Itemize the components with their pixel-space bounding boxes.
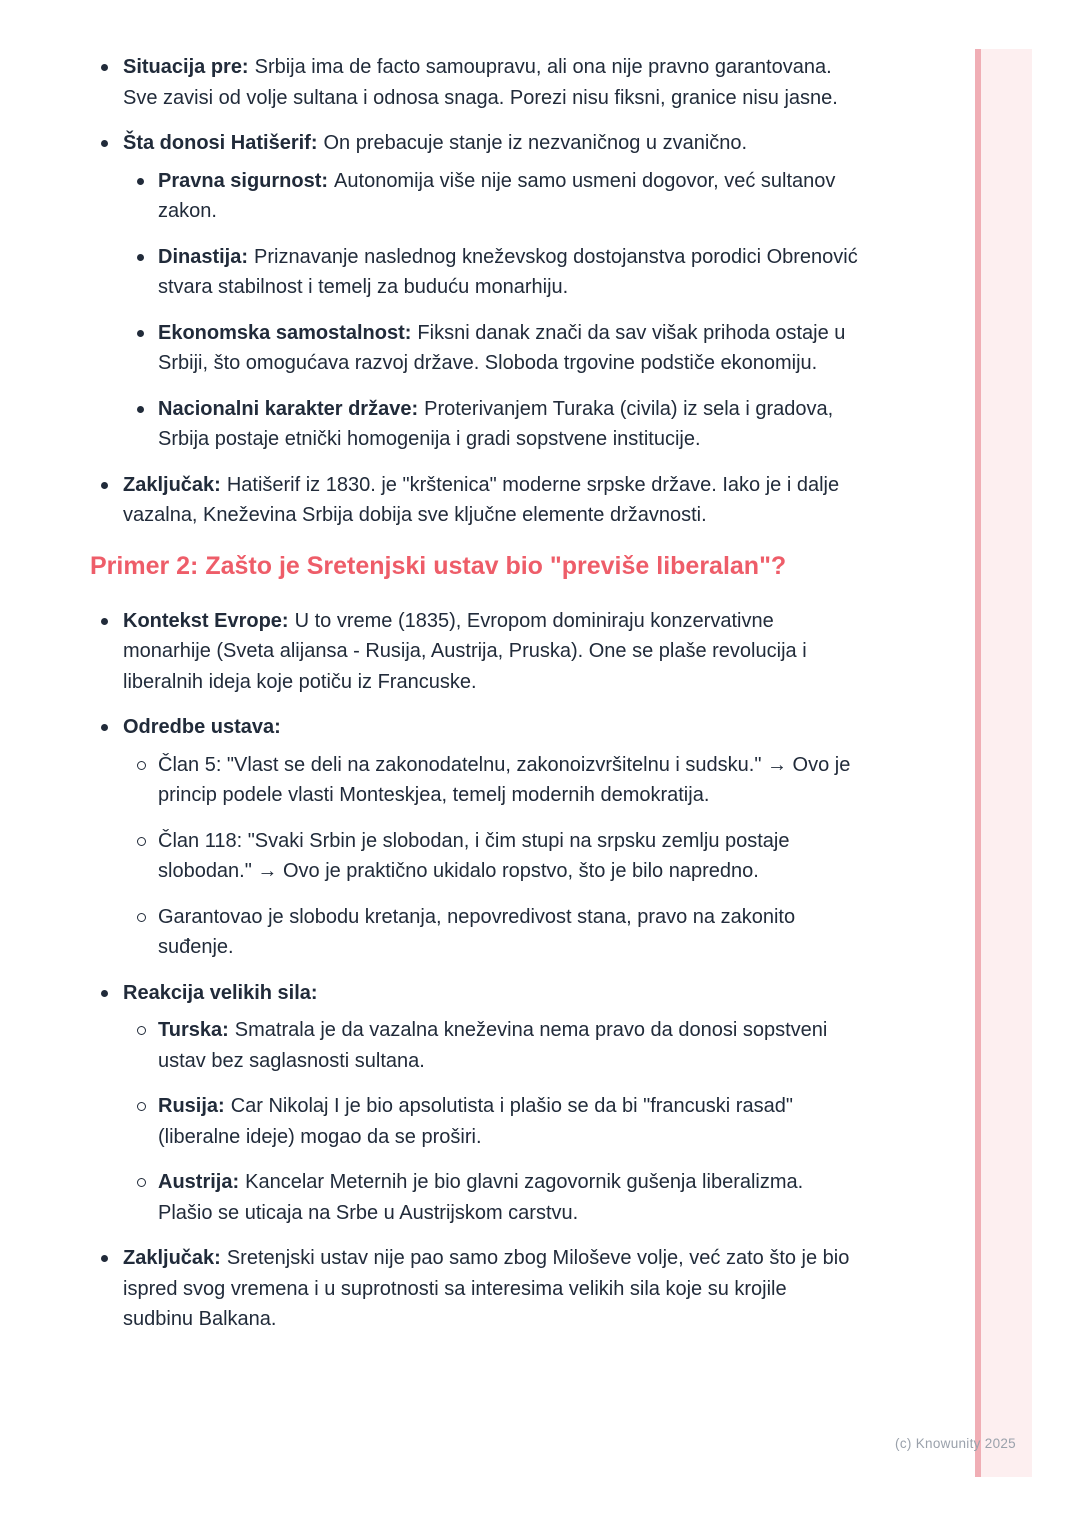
nested-list: [137, 166, 858, 455]
bullet-disc-icon: [137, 178, 144, 185]
list-item: [137, 1015, 858, 1076]
item-text: Fiksni danak znači da sav višak prihoda ostaje u Srbiji, što omogućava razvoj države. Sloboda trgovine podstiče ekonomiju.: [158, 321, 846, 374]
item-lead: Reakcija velikih sila:: [123, 981, 318, 1004]
list-item: [101, 978, 858, 1229]
item-text: U to vreme (1835), Evropom dominiraju konzervativne monarhije (Sveta alijansa - Rusija, Austrija, Pruska). One se plaše revolucija i liberalnih ideja koje potiču iz Francuske.: [123, 609, 807, 693]
item-lead: Situacija pre:: [123, 56, 249, 78]
item-lead: Zaključak:: [123, 473, 221, 496]
list-item: [137, 1167, 858, 1228]
bullet-list-hatiserif: [90, 52, 858, 531]
item-lead: Kontekst Evrope:: [123, 609, 289, 632]
list-item: [137, 166, 858, 227]
bullet-disc-icon: [137, 254, 144, 261]
item-text: Sretenjski ustav nije pao samo zbog Miloševe volje, već zato što je bio ispred svog vremena i u suprotnosti sa interesima velikih sila koje su krojile sudbinu Balkana.: [123, 1247, 850, 1330]
bullet-disc-icon: [101, 990, 108, 997]
item-text: Car Nikolaj I je bio apsolutista i plašio se da bi "francuski rasad" (liberalne ideje) mogao da se proširi.: [158, 1095, 793, 1148]
list-item: [137, 394, 858, 455]
bullet-circle-icon: [137, 837, 146, 846]
item-text: Kancelar Meternih je bio glavni zagovornik gušenja liberalizma. Plašio se uticaja na Srbe u Austrijskom carstvu.: [158, 1171, 804, 1224]
item-text: Proterivanjem Turaka (civila) iz sela i gradova, Srbija postaje etnički homogenija i gradi sopstvene institucije.: [158, 397, 834, 450]
item-lead: Zaključak:: [123, 1247, 221, 1269]
list-item: [137, 902, 858, 963]
bullet-circle-icon: [137, 1178, 146, 1187]
item-text: Smatrala je da vazalna kneževina nema pravo da donosi sopstveni ustav bez saglasnosti sultana.: [158, 1019, 828, 1072]
bullet-disc-icon: [101, 140, 108, 147]
bullet-circle-icon: [137, 1102, 146, 1111]
bullet-disc-icon: [137, 406, 144, 413]
item-lead: Rusija:: [158, 1095, 225, 1117]
item-text: Garantovao je slobodu kretanja, nepovredivost stana, pravo na zakonito suđenje.: [158, 905, 796, 958]
list-item: [137, 318, 858, 379]
item-lead: Pravna sigurnost:: [158, 169, 329, 192]
item-lead: Nacionalni karakter države:: [158, 397, 419, 420]
item-text: Priznavanje naslednog kneževskog dostojanstva porodici Obrenović stvara stabilnost i temelj za buduću monarhiju.: [158, 245, 858, 298]
list-item: [137, 750, 858, 811]
bullet-circle-icon: [137, 1026, 146, 1035]
section-heading-primer-2: Primer 2: Zašto je Sretenjski ustav bio "previše liberalan"?: [90, 551, 787, 580]
bullet-list-sretenjski: [90, 606, 858, 1335]
item-text: Član 5: "Vlast se deli na zakonodatelnu, zakonoizvršitelnu i sudsku." → Ovo je princip podele vlasti Monteskjea, temelj modernih demokratija.: [158, 753, 851, 806]
list-item: [101, 1243, 858, 1335]
bullet-circle-icon: [137, 761, 146, 770]
bullet-disc-icon: [101, 64, 108, 71]
item-text: Srbija ima de facto samoupravu, ali ona nije pravno garantovana. Sve zavisi od volje sultana i odnosa snaga. Porezi nisu fiksni, granice nisu jasne.: [123, 56, 838, 109]
list-item: [101, 470, 858, 531]
item-text: Hatišerif iz 1830. je "krštenica" moderne srpske države. Iako je i dalje vazalna, Kneževina Srbija dobija sve ključne elemente državnosti.: [123, 473, 840, 526]
bullet-disc-icon: [137, 330, 144, 337]
list-item: [101, 128, 858, 455]
item-lead: Turska:: [158, 1019, 229, 1041]
bullet-circle-icon: [137, 913, 146, 922]
item-text: Autonomija više nije samo usmeni dogovor, već sultanov zakon.: [158, 169, 836, 222]
item-lead: Dinastija:: [158, 245, 249, 268]
item-lead: Ekonomska samostalnost:: [158, 321, 412, 344]
list-item: [101, 606, 858, 698]
item-lead: Odredbe ustava:: [123, 716, 281, 738]
bullet-disc-icon: [101, 724, 108, 731]
bullet-disc-icon: [101, 1255, 108, 1262]
item-lead: Austrija:: [158, 1171, 240, 1193]
item-lead: Šta donosi Hatišerif:: [123, 132, 318, 154]
right-pink-stripe: [975, 49, 1032, 1477]
bullet-disc-icon: [101, 618, 108, 625]
list-item: [137, 242, 858, 303]
copyright-watermark: (c) Knowunity 2025: [895, 1436, 1016, 1451]
list-item: [137, 1091, 858, 1152]
item-text: Član 118: "Svaki Srbin je slobodan, i čim stupi na srpsku zemlju postaje slobodan." → Ovo je praktično ukidalo ropstvo, što je bilo napredno.: [158, 829, 790, 882]
list-item: [101, 712, 858, 963]
list-item: [137, 826, 858, 887]
list-item: [101, 52, 858, 113]
notes-content: [90, 52, 858, 1350]
nested-list: [137, 750, 858, 963]
item-text: On prebacuje stanje iz nezvaničnog u zvanično.: [323, 132, 748, 154]
nested-list: [137, 1015, 858, 1228]
bullet-disc-icon: [101, 482, 108, 489]
